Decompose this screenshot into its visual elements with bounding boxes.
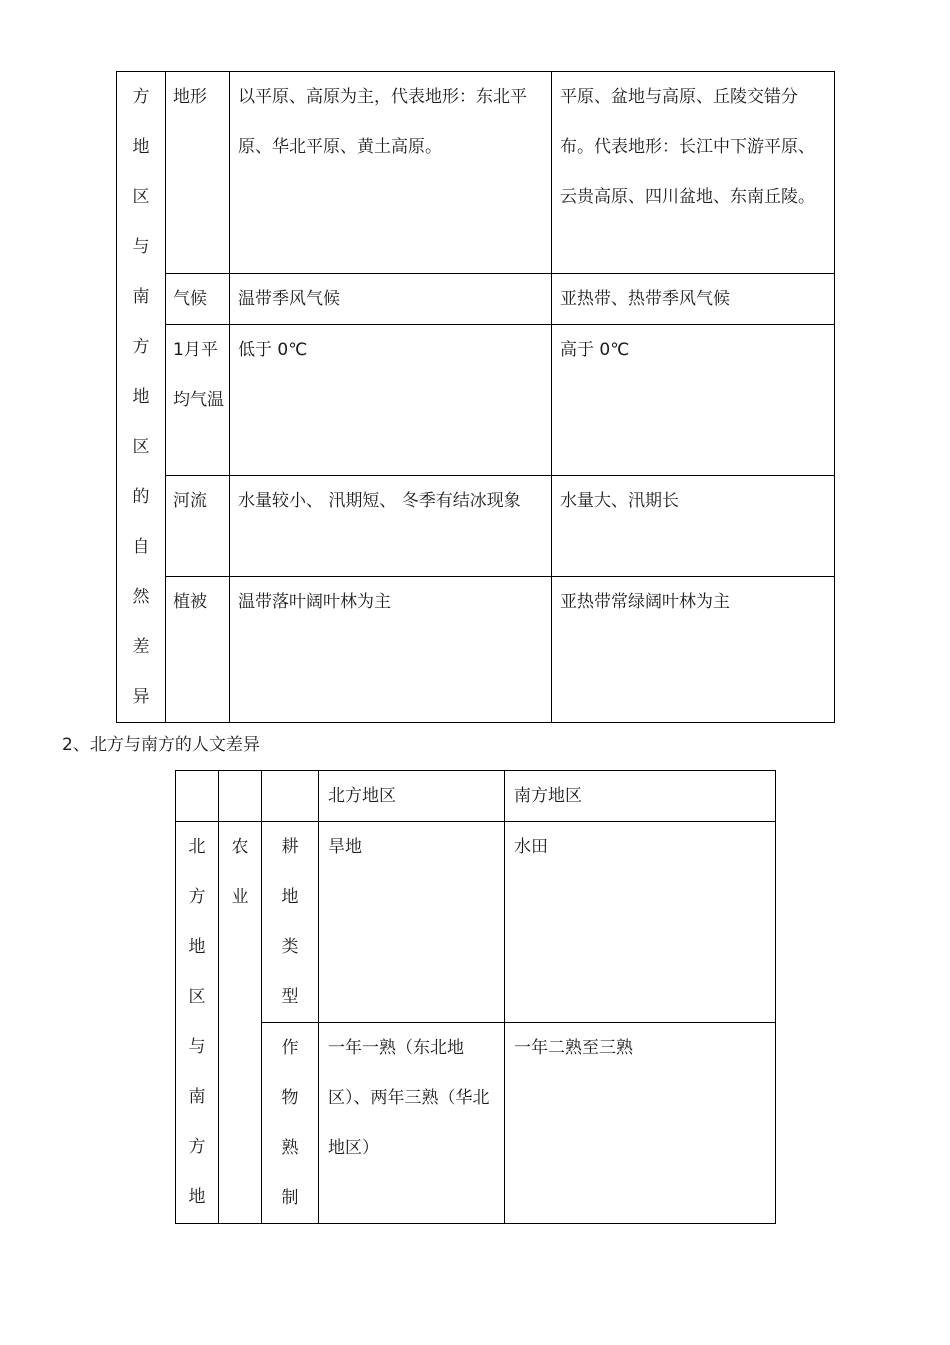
south-farmland-type: 水田	[505, 822, 776, 1023]
category-agriculture: 农 业	[219, 822, 262, 1224]
north-rivers: 水量较小、 汛期短、 冬季有结冰现象	[230, 476, 552, 577]
table-row	[176, 822, 776, 1023]
north-climate: 温带季风气候	[230, 273, 552, 324]
south-rivers: 水量大、汛期长	[552, 476, 835, 577]
attr-rivers: 河流	[166, 476, 230, 577]
south-vegetation: 亚热带常绿阔叶林为主	[552, 576, 835, 722]
attr-cropping-system: 作 物 熟 制	[262, 1023, 319, 1224]
table-row	[117, 476, 835, 577]
empty-header-cell	[176, 771, 219, 822]
table-row	[117, 324, 835, 475]
attr-january-temperature: 1月平均气温	[166, 324, 230, 475]
south-cropping-system: 一年二熟至三熟	[505, 1023, 776, 1224]
north-january-temperature: 低于 0℃	[230, 324, 552, 475]
south-terrain: 平原、盆地与高原、丘陵交错分布。代表地形：长江中下游平原、云贵高原、四川盆地、东南丘陵。	[552, 72, 835, 274]
south-january-temperature: 高于 0℃	[552, 324, 835, 475]
header-south: 南方地区	[505, 771, 776, 822]
north-vegetation: 温带落叶阔叶林为主	[230, 576, 552, 722]
north-farmland-type: 旱地	[319, 822, 505, 1023]
attr-vegetation: 植被	[166, 576, 230, 722]
table-header-row	[176, 771, 776, 822]
table-row	[176, 1023, 776, 1224]
north-cropping-system: 一年一熟（东北地区）、两年三熟（华北地区）	[319, 1023, 505, 1224]
table-row	[117, 72, 835, 274]
empty-header-cell	[219, 771, 262, 822]
table-row	[117, 576, 835, 722]
table-row	[117, 273, 835, 324]
human-differences-table	[175, 770, 776, 1224]
attr-farmland-type: 耕 地 类 型	[262, 822, 319, 1023]
section-heading: 2、北方与南方的人文差异	[62, 735, 260, 755]
header-north: 北方地区	[319, 771, 505, 822]
side-label: 方 地 区 与 南 方 地 区 的 自 然 差 异	[117, 72, 166, 723]
side-label: 北 方 地 区 与 南 方 地	[176, 822, 219, 1224]
south-climate: 亚热带、热带季风气候	[552, 273, 835, 324]
north-terrain: 以平原、高原为主，代表地形：东北平原、华北平原、黄土高原。	[230, 72, 552, 274]
attr-terrain: 地形	[166, 72, 230, 274]
empty-header-cell	[262, 771, 319, 822]
natural-differences-table	[116, 71, 835, 723]
attr-climate: 气候	[166, 273, 230, 324]
